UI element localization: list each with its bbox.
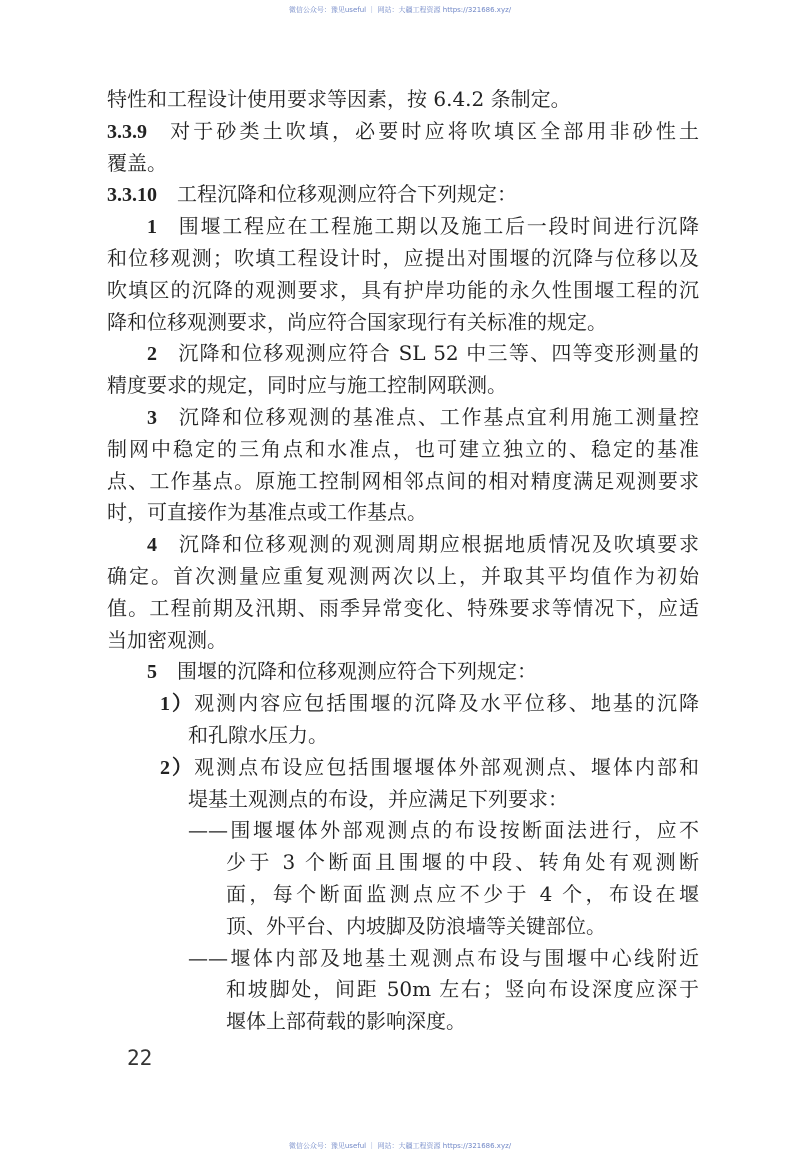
line-text: 制网中稳定的三角点和水准点，也可建立独立的、稳定的基准 [107,436,699,461]
clause-number: 4 [147,534,157,557]
text-line [107,625,699,657]
line-text: 面，每个断面监测点应不少于 4 个，布设在堰 [226,881,699,906]
line-text: 降和位移观测要求，尚应符合国家现行有关标准的规定。 [107,309,607,334]
line-text: ——堰体内部及地基土观测点布设与围堰中心线附近 [188,945,699,970]
line-text: 沉降和位移观测的观测周期应根据地质情况及吹填要求 [177,532,699,557]
text-line [107,688,699,720]
line-text: 观测点布设应包括围堰堰体外部观测点、堰体内部和 [194,754,700,779]
text-line [107,370,699,402]
page-number: 22 [127,1046,153,1070]
line-text: 特性和工程设计使用要求等因素，按 6.4.2 条制定。 [107,87,571,111]
line-text: 吹填区的沉降的观测要求，具有护岸功能的永久性围堰工程的沉 [107,277,699,302]
text-line [107,275,699,307]
line-text: 精度要求的规定，同时应与施工控制网联测。 [107,373,507,398]
line-text: 沉降和位移观测应符合 SL 52 中三等、四等变形测量的 [177,341,699,366]
text-line [107,243,699,275]
line-text: 确定。首次测量应重复观测两次以上，并取其平均值作为初始 [107,563,699,588]
line-text: 少于 3 个断面且围堰的中段、转角处有观测断 [226,850,699,875]
text-line [107,974,699,1006]
text-line [107,402,699,434]
line-text: 工程沉降和位移观测应符合下列规定： [177,182,517,207]
line-text: 围堰的沉降和位移观测应符合下列规定： [177,659,537,684]
clause-number: 3 [147,406,157,429]
text-line [107,656,699,688]
clause-number: 5 [147,661,157,684]
clause-number: 3.3.10 [107,184,157,207]
watermark-bottom: 微信公众号：豫见useful ｜ 网站：大疆工程资源 https://321686.xyz/ [288,1142,512,1150]
clause-number: 2 [147,343,157,366]
line-text: 围堰工程应在工程施工期以及施工后一段时间进行沉降 [177,214,699,239]
text-line [107,1006,699,1038]
text-line [107,784,699,816]
line-text: ——围堰堰体外部观测点的布设按断面法进行，应不 [188,818,699,843]
line-text: 和位移观测；吹填工程设计时，应提出对围堰的沉降与位移以及 [107,245,699,270]
text-line [107,434,699,466]
line-text: 覆盖。 [107,150,167,175]
text-line [107,84,699,116]
text-line [107,847,699,879]
line-text: 时，可直接作为基准点或工作基点。 [107,500,427,525]
text-line [107,752,699,784]
text-line [107,338,699,370]
clause-number: 1 [147,216,157,239]
text-line [107,720,699,752]
text-line [107,116,699,148]
text-line [107,179,699,211]
text-line [107,148,699,180]
line-text: 对于砂类土吹填，必要时应将吹填区全部用非砂性土 [167,118,699,143]
text-line [107,529,699,561]
text-line [107,211,699,243]
text-line [107,593,699,625]
text-line [107,911,699,943]
line-text: 当加密观测。 [107,627,227,652]
line-text: 值。工程前期及汛期、雨季异常变化、特殊要求等情况下，应适 [107,595,699,620]
text-line [107,879,699,911]
text-line [107,943,699,975]
text-line [107,815,699,847]
clause-number: 3.3.9 [107,120,147,143]
watermark-top: 微信公众号：豫见useful ｜ 网站：大疆工程资源 https://321686.xyz/ [288,6,512,14]
document-body [107,84,699,1038]
line-text: 和孔隙水压力。 [188,722,328,747]
line-text: 堤基土观测点的布设，并应满足下列要求： [188,786,568,811]
line-text: 和坡脚处，间距 50m 左右；竖向布设深度应深于 [226,977,699,1002]
text-line [107,466,699,498]
line-text: 沉降和位移观测的基准点、工作基点宜利用施工测量控 [177,404,699,429]
text-line [107,497,699,529]
line-text: 顶、外平台、内坡脚及防浪墙等关键部位。 [226,913,606,938]
clause-number: 1） [160,693,195,716]
line-text: 堰体上部荷载的影响深度。 [226,1009,466,1034]
text-line [107,307,699,339]
line-text: 点、工作基点。原施工控制网相邻点间的相对精度满足观测要求 [107,468,699,493]
clause-number: 2） [160,756,195,779]
text-line [107,561,699,593]
line-text: 观测内容应包括围堰的沉降及水平位移、地基的沉降 [194,691,700,716]
